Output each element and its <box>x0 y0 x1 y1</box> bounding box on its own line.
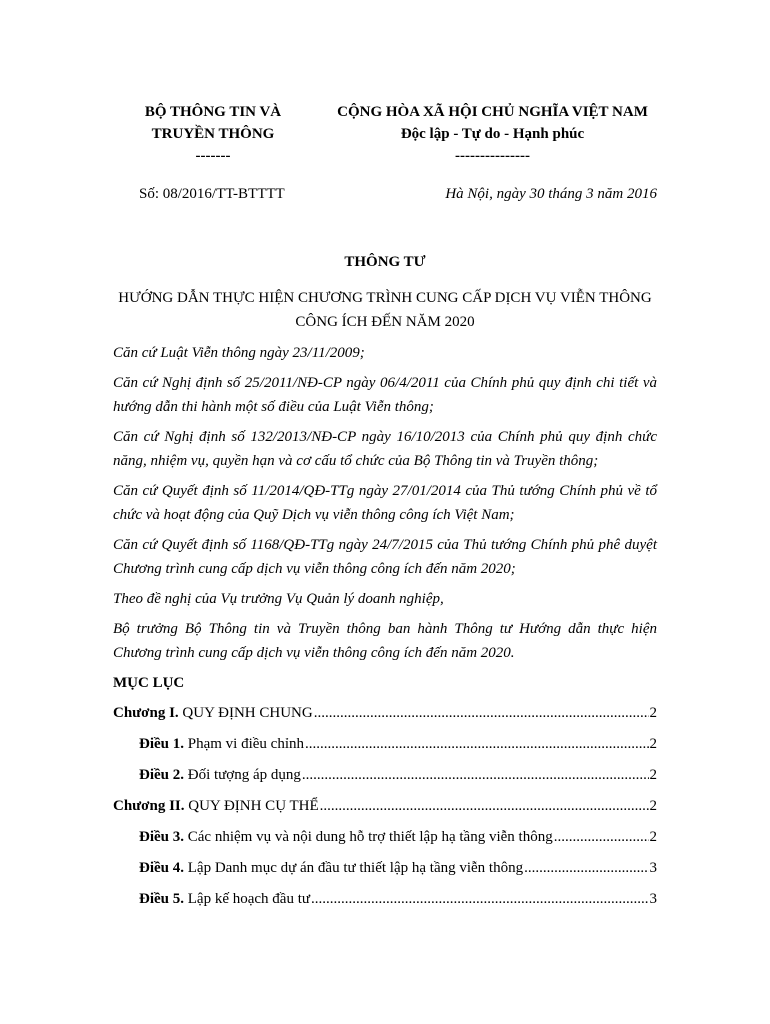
toc-leader <box>320 798 649 815</box>
toc-leader <box>305 736 649 753</box>
toc-entry-article-4[interactable] <box>139 860 657 877</box>
issue-date: Hà Nội, ngày 30 tháng 3 năm 2016 <box>445 186 657 202</box>
toc-entry-article-2[interactable] <box>139 767 657 784</box>
toc-entry-text: Lập kế hoạch đầu tư <box>187 891 310 907</box>
authority-rule: ------- <box>195 148 231 164</box>
toc-entry-prefix: Điều 2. <box>139 767 184 783</box>
toc-entry-article-1[interactable] <box>139 736 657 753</box>
toc-entry-text: Các nhiệm vụ và nội dung hỗ trợ thiết lập hạ tầng viễn thông <box>187 829 553 845</box>
document-number: Số: 08/2016/TT-BTTTT <box>139 186 285 202</box>
toc-entry-prefix: Điều 4. <box>139 860 184 876</box>
toc-page-number: 2 <box>649 798 657 814</box>
toc-entry-text: QUY ĐỊNH CỤ THỂ <box>188 798 319 814</box>
legal-basis-4: Căn cứ Quyết định số 11/2014/QĐ-TTg ngày 27/01/2014 của Thủ tướng Chính phủ về tổ chức và hoạt động của Quỹ Dịch vụ viễn thông công ích Việt Nam; <box>113 483 657 523</box>
title-line-2: CÔNG ÍCH ĐẾN NĂM 2020 <box>295 314 475 330</box>
toc-entry-text: Đối tượng áp dụng <box>187 767 301 783</box>
toc-leader <box>524 860 648 877</box>
toc-page-number: 2 <box>649 829 657 845</box>
national-motto <box>330 101 655 167</box>
toc-entry-chapter-1[interactable] <box>113 705 657 722</box>
toc-leader <box>311 891 649 908</box>
toc-page-number: 2 <box>649 705 657 721</box>
issuing-authority <box>113 101 313 167</box>
toc-entry-article-3[interactable] <box>139 829 657 846</box>
toc-entry-prefix: Chương II. <box>113 798 185 814</box>
toc-entry-text: Lập Danh mục dự án đầu tư thiết lập hạ tầng viễn thông <box>187 860 524 876</box>
toc-leader <box>554 829 649 846</box>
toc-entry-chapter-2[interactable] <box>113 798 657 815</box>
toc-leader <box>302 767 649 784</box>
toc-entry-article-5[interactable] <box>139 891 657 908</box>
toc-page-number: 3 <box>649 860 657 876</box>
toc-page-number: 2 <box>649 736 657 752</box>
toc-entry-prefix: Điều 3. <box>139 829 184 845</box>
toc-entry-prefix: Chương I. <box>113 705 179 721</box>
authority-line-1: BỘ THÔNG TIN VÀ <box>144 104 282 120</box>
toc-entry-prefix: Điều 5. <box>139 891 184 907</box>
legal-basis-2: Căn cứ Nghị định số 25/2011/NĐ-CP ngày 06/4/2011 của Chính phủ quy định chi tiết và hướng dẫn thi hành một số điều của Luật Viễn thông; <box>113 375 657 415</box>
toc-title: MỤC LỤC <box>113 675 185 691</box>
legal-basis-6: Theo đề nghị của Vụ trưởng Vụ Quản lý doanh nghiệp, <box>113 591 444 607</box>
motto-rule: --------------- <box>455 148 530 164</box>
toc-entry-prefix: Điều 1. <box>139 736 184 752</box>
document-title <box>113 286 657 334</box>
title-line-1: HƯỚNG DẪN THỰC HIỆN CHƯƠNG TRÌNH CUNG CẤP DỊCH VỤ VIỄN THÔNG <box>118 290 652 306</box>
toc-entry-text: Phạm vi điều chỉnh <box>187 736 304 752</box>
country-name: CỘNG HÒA XÃ HỘI CHỦ NGHĨA VIỆT NAM <box>337 104 648 120</box>
legal-basis-5: Căn cứ Quyết định số 1168/QĐ-TTg ngày 24/7/2015 của Thủ tướng Chính phủ phê duyệt Chương trình cung cấp dịch vụ viễn thông công ích đến năm 2020; <box>113 537 657 577</box>
toc-entry-text: QUY ĐỊNH CHUNG <box>182 705 313 721</box>
legal-basis-1: Căn cứ Luật Viễn thông ngày 23/11/2009; <box>113 345 365 361</box>
document-type: THÔNG TƯ <box>344 254 426 270</box>
authority-line-2: TRUYỀN THÔNG <box>151 126 275 142</box>
toc-page-number: 2 <box>649 767 657 783</box>
toc-page-number: 3 <box>649 891 657 907</box>
motto: Độc lập - Tự do - Hạnh phúc <box>400 126 585 142</box>
legal-basis-3: Căn cứ Nghị định số 132/2013/NĐ-CP ngày 16/10/2013 của Chính phủ quy định chức năng, nhiệm vụ, quyền hạn và cơ cấu tổ chức của Bộ Thông tin và Truyền thông; <box>113 429 657 469</box>
toc-leader <box>314 705 649 722</box>
issuance-statement: Bộ trưởng Bộ Thông tin và Truyền thông ban hành Thông tư Hướng dẫn thực hiện Chương trình cung cấp dịch vụ viễn thông công ích đến năm 2020. <box>113 621 657 661</box>
